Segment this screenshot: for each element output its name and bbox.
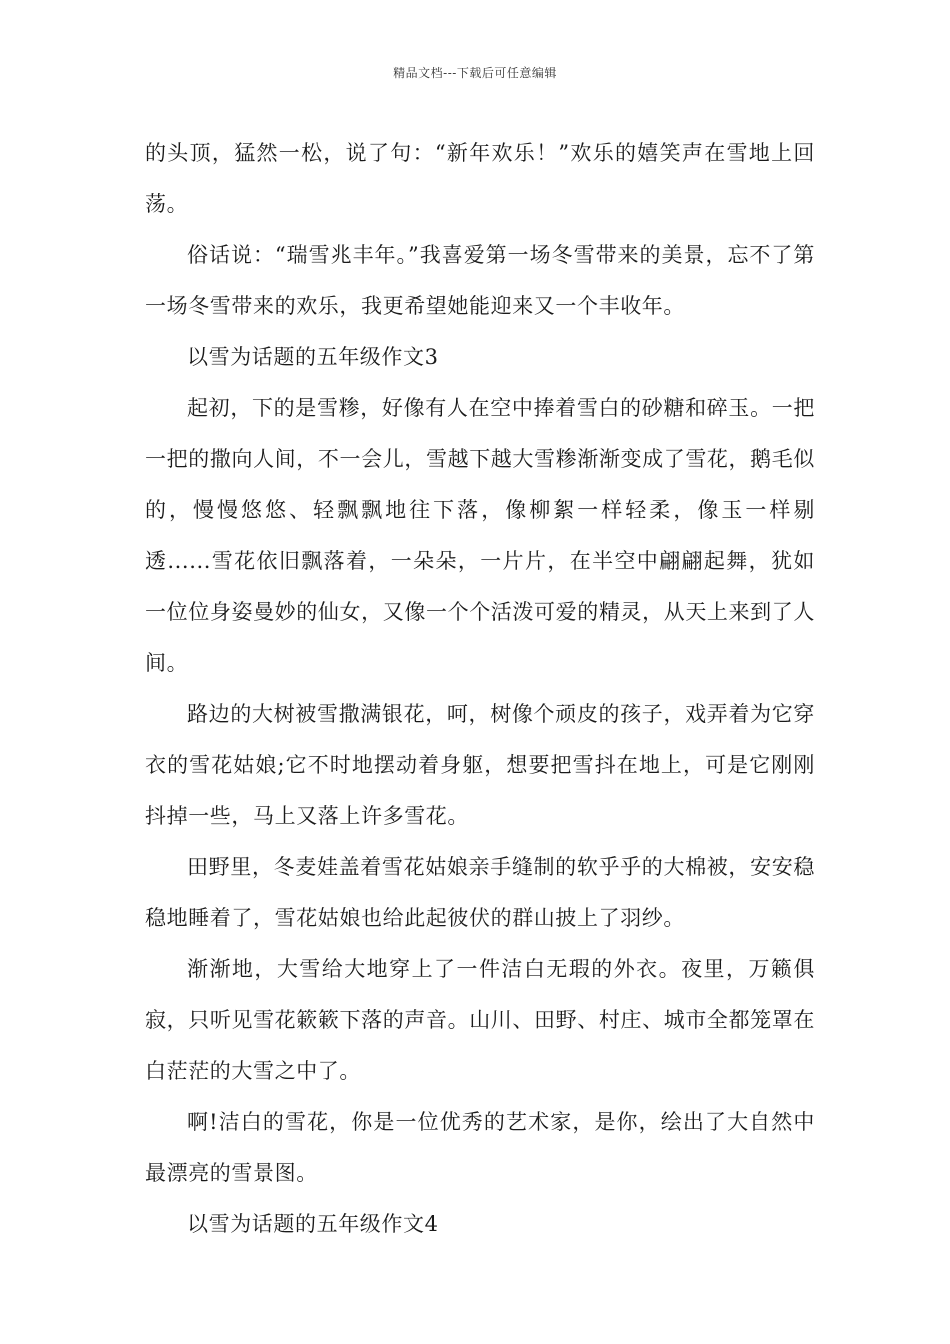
paragraph-artist: 啊!洁白的雪花，你是一位优秀的艺术家，是你，绘出了大自然中最漂亮的雪景图。 (145, 1110, 815, 1185)
page-header: 精品文档---下载后可任意编辑 (393, 66, 557, 80)
essay-title-3: 以雪为话题的五年级作文3 (187, 345, 439, 369)
essay-title-4: 以雪为话题的五年级作文4 (187, 1212, 439, 1236)
paragraph-snow-falling: 起初，下的是雪糁，好像有人在空中捧着雪白的砂糖和碎玉。一把一把的撒向人间，不一会儿，雪越下越大雪糁渐渐变成了雪花，鹅毛似的，慢慢悠悠、轻飘飘地往下落，像柳絮一样轻柔，像玉一样剔透......雪花依旧飘落着，一朵朵，一片片，在半空中翩翩起舞，犹如一位位身姿曼妙的仙女，又像一个个活泼可爱的精灵，从天上来到了人间。 (145, 396, 815, 675)
paragraph-proverb: 俗话说：“瑞雪兆丰年。”我喜爱第一场冬雪带来的美景，忘不了第一场冬雪带来的欢乐，我更希望她能迎来又一个丰收年。 (145, 243, 815, 318)
paragraph-fields: 田野里，冬麦娃盖着雪花姑娘亲手缝制的软乎乎的大棉被，安安稳稳地睡着了，雪花姑娘也给此起彼伏的群山披上了羽纱。 (145, 855, 815, 930)
document-body (145, 128, 815, 1250)
paragraph-continuation: 的头顶，猛然一松，说了句：“新年欢乐！”欢乐的嬉笑声在雪地上回荡。 (145, 141, 815, 216)
paragraph-night-snow: 渐渐地，大雪给大地穿上了一件洁白无瑕的外衣。夜里，万籁俱寂，只听见雪花簌簌下落的声音。山川、田野、村庄、城市全都笼罩在白茫茫的大雪之中了。 (145, 957, 815, 1083)
paragraph-roadside-trees: 路边的大树被雪撒满银花，呵，树像个顽皮的孩子，戏弄着为它穿衣的雪花姑娘;它不时地摆动着身躯，想要把雪抖在地上，可是它刚刚抖掉一些，马上又落上许多雪花。 (145, 702, 815, 828)
